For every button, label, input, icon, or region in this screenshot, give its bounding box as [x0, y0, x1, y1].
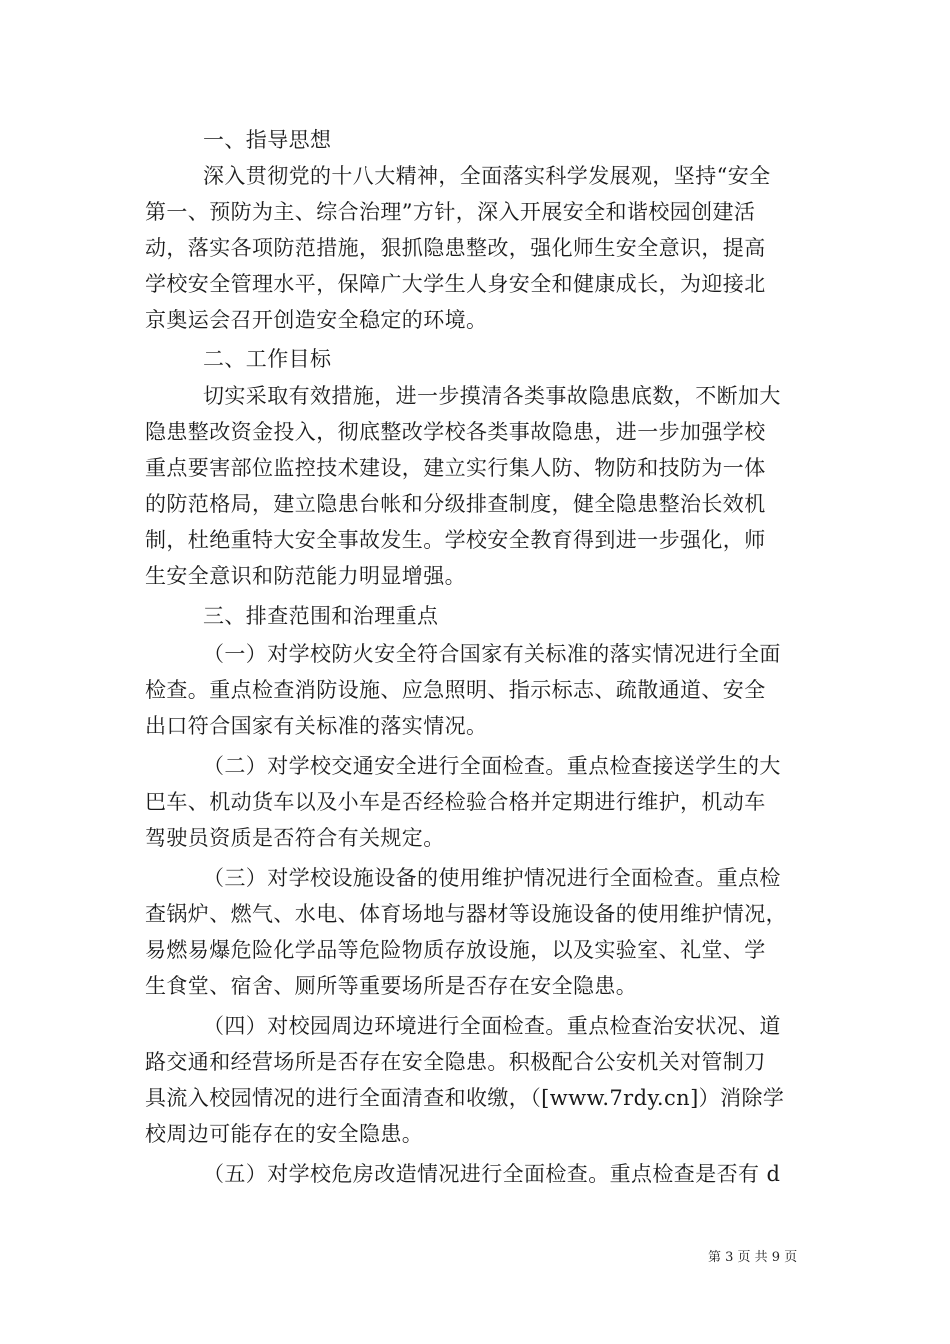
paragraph-line: 校周边可能存在的安全隐患。: [145, 1122, 424, 1146]
paragraph-line: 第一、预防为主、综合治理”方针，深入开展安全和谐校园创建活: [145, 200, 756, 224]
paragraph-line: 出口符合国家有关标准的落实情况。: [145, 714, 488, 738]
paragraph-line: 京奥运会召开创造安全稳定的环境。: [145, 308, 488, 332]
paragraph-line: 生食堂、宿舍、厕所等重要场所是否存在安全隐患。: [145, 974, 638, 998]
heading-work-goals: 二、工作目标: [203, 347, 332, 371]
paragraph-line: 深入贯彻党的十八大精神，全面落实科学发展观，坚持“安全: [203, 164, 771, 188]
paragraph-line: 隐患整改资金投入，彻底整改学校各类事故隐患，进一步加强学校: [145, 420, 766, 444]
paragraph-line: （一）对学校防火安全符合国家有关标准的落实情况进行全面: [203, 642, 781, 666]
paragraph-line: 易燃易爆危险化学品等危险物质存放设施，以及实验室、礼堂、学: [145, 938, 766, 962]
paragraph-line: 查锅炉、燃气、水电、体育场地与器材等设施设备的使用维护情况，: [145, 902, 787, 926]
paragraph-line: （四）对校园周边环境进行全面检查。重点检查治安状况、道: [203, 1014, 781, 1038]
paragraph-line: 的防范格局，建立隐患台帐和分级排查制度，健全隐患整治长效机: [145, 492, 766, 516]
paragraph-line: （三）对学校设施设备的使用维护情况进行全面检查。重点检: [203, 866, 781, 890]
paragraph-line: 动，落实各项防范措施，狠抓隐患整改，强化师生安全意识，提高: [145, 236, 766, 260]
paragraph-line: 驾驶员资质是否符合有关规定。: [145, 826, 445, 850]
paragraph-line: 学校安全管理水平，保障广大学生人身安全和健康成长，为迎接北: [145, 272, 766, 296]
paragraph-line: 巴车、机动货车以及小车是否经检验合格并定期进行维护，机动车: [145, 790, 766, 814]
heading-guiding-ideology: 一、指导思想: [203, 128, 332, 152]
page-indicator: 第 3 页 共 9 页: [708, 1250, 798, 1265]
paragraph-line: （二）对学校交通安全进行全面检查。重点检查接送学生的大: [203, 754, 781, 778]
paragraph-line: （五）对学校危房改造情况进行全面检查。重点检查是否有 d: [203, 1162, 781, 1186]
paragraph-line: 路交通和经营场所是否存在安全隐患。积极配合公安机关对管制刀: [145, 1050, 766, 1074]
paragraph-line: 生安全意识和防范能力明显增强。: [145, 564, 466, 588]
paragraph-line: 重点要害部位监控技术建设，建立实行集人防、物防和技防为一体: [145, 456, 766, 480]
paragraph-line: 检查。重点检查消防设施、应急照明、指示标志、疏散通道、安全: [145, 678, 766, 702]
paragraph-line: 制，杜绝重特大安全事故发生。学校安全教育得到进一步强化，师: [145, 528, 766, 552]
paragraph-line: 切实采取有效措施，进一步摸清各类事故隐患底数，不断加大: [203, 384, 781, 408]
heading-scope-and-focus: 三、排查范围和治理重点: [203, 604, 439, 628]
paragraph-line: 具流入校园情况的进行全面清查和收缴，（[www.7rdy.cn]）消除学: [145, 1086, 785, 1110]
